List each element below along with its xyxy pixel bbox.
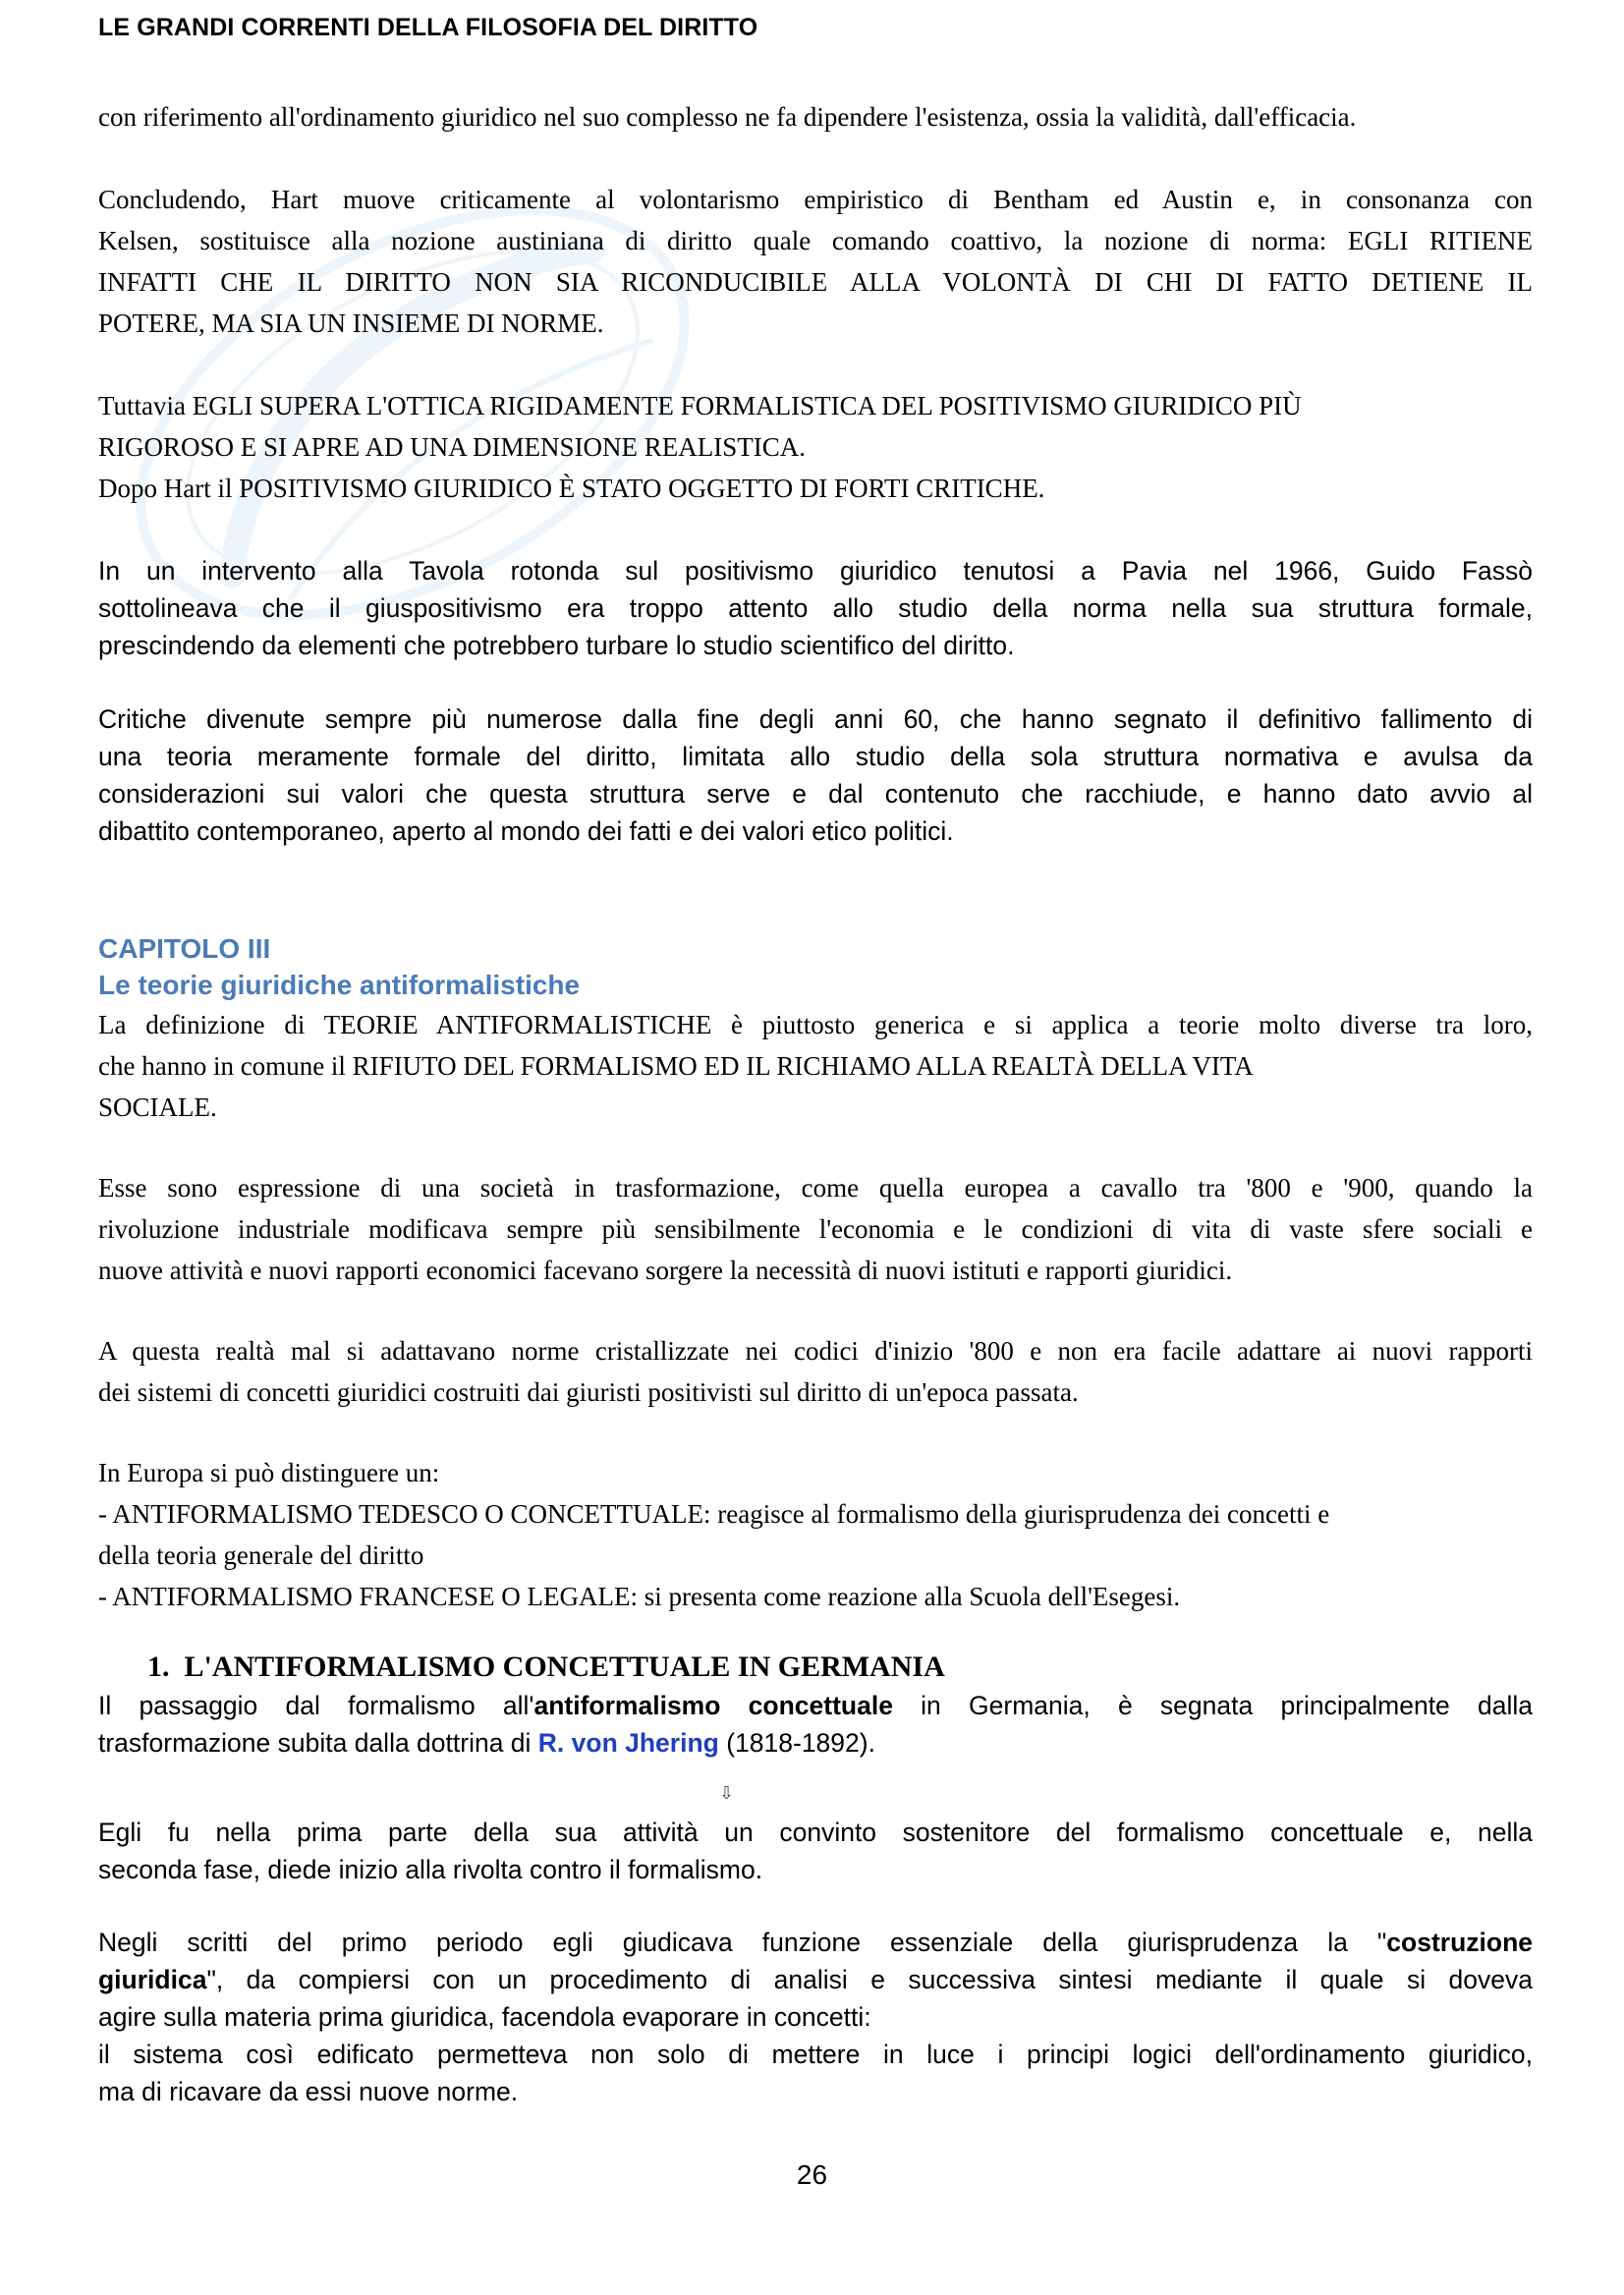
chapter-subtitle: Le teorie giuridiche antiformalistiche	[98, 970, 581, 1000]
paragraph-fasso: In un intervento alla Tavola rotonda sul positivismo giuridico tenutosi a Pavia nel 1966, Guido Fassò sottolineava che il giuspositivismo era troppo attento allo studio della norma nella sua struttura formale, prescindendo da elementi che potrebbero turbare lo studio scientifico del diritto.	[98, 556, 1533, 660]
paragraph-hart-realism: Tuttavia EGLI SUPERA L'OTTICA RIGIDAMENTE FORMALISTICA DEL POSITIVISMO GIURIDICO PIÙ RIGOROSO E SI APRE AD UNA DIMENSIONE REALISTICA. Dopo Hart il POSITIVISMO GIURIDICO È STATO OGGETTO DI FORTI CRITICHE.	[98, 391, 1302, 503]
emphasis-antiformalismo: antiformalismo concettuale	[533, 1691, 893, 1720]
section-number: 1.	[147, 1651, 170, 1683]
page-number: 26	[796, 2159, 828, 2190]
paragraph-critiques: Critiche divenute sempre più numerose dalla fine degli anni 60, che hanno segnato il definitivo fallimento di una teoria meramente formale del diritto, limitata allo studio della sola struttura normativa e avulsa da considerazioni sui valori che questa struttura serve e dal contenuto che racchiude, e hanno dato avvio al dibattito contemporaneo, aperto al mondo dei fatti e dei valori etico politici.	[98, 704, 1533, 846]
section-title: L'ANTIFORMALISMO CONCETTUALE IN GERMANIA	[184, 1651, 945, 1683]
paragraph-jhering-phases: Egli fu nella prima parte della sua attività un convinto sostenitore del formalismo concettuale e, nella seconda fase, diede inizio alla rivolta contro il formalismo.	[98, 1818, 1533, 1884]
paragraph-codes: A questa realtà mal si adattavano norme cristallizzate nei codici d'inizio '800 e non era facile adattare ai nuovi rapporti dei sistemi di concetti giuridici costruiti dai giuristi positivisti sul diritto di un'epoca passata.	[98, 1336, 1533, 1407]
paragraph-costruzione-giuridica: Negli scritti del primo periodo egli giudicava funzione essenziale della giurisprudenza la "costruzione giuridica", da compiersi con un procedimento di analisi e successiva sintesi mediante il quale si doveva agire sulla materia prima giuridica, facendola evaporare in concetti: il sistema così edificato permetteva non solo di mettere in luce i principi logici dell'ordinamento giuridico, ma di ricavare da essi nuove norme.	[98, 1928, 1533, 2106]
paragraph-europe-distinction: In Europa si può distinguere un: - ANTIFORMALISMO TEDESCO O CONCETTUALE: reagisce al formalismo della giurisprudenza dei concetti e della teoria generale del diritto - ANTIFORMALISMO FRANCESE O LEGALE: si presenta come reazione alla Scuola dell'Esegesi.	[98, 1458, 1330, 1611]
running-header: LE GRANDI CORRENTI DELLA FILOSOFIA DEL DIRITTO	[98, 14, 758, 41]
paragraph-validity: con riferimento all'ordinamento giuridico nel suo complesso ne fa dipendere l'esistenza, ossia la validità, dall'efficacia.	[98, 102, 1357, 132]
chapter-label: CAPITOLO III	[98, 933, 271, 964]
down-arrow-icon: ⇩	[719, 1783, 735, 1804]
emphasis-costruzione: costruzione	[1386, 1928, 1533, 1957]
paragraph-antiformalist-definition: La definizione di TEORIE ANTIFORMALISTICHE è piuttosto generica e si applica a teorie molto diverse tra loro, che hanno in comune il RIFIUTO DEL FORMALISMO ED IL RICHIAMO ALLA REALTÀ DELLA VITA SOCIALE.	[98, 1010, 1533, 1122]
jhering-link[interactable]: R. von Jhering	[537, 1728, 719, 1758]
paragraph-jhering-intro: Il passaggio dal formalismo all'antiformalismo concettuale in Germania, è segnata principalmente dalla trasformazione subita dalla dottrina di R. von Jhering (1818-1892).	[98, 1691, 1534, 1758]
paragraph-hart-conclusion: Concludendo, Hart muove criticamente al volontarismo empiristico di Bentham ed Austin e, in consonanza con Kelsen, sostituisce alla nozione austiniana di diritto quale comando coattivo, la nozione di norma: EGLI RITIENE INFATTI CHE IL DIRITTO NON SIA RICONDUCIBILE ALLA VOLONTÀ DI CHI DI FATTO DETIENE IL POTERE, MA SIA UN INSIEME DI NORME.	[98, 185, 1533, 338]
paragraph-society-transformation: Esse sono espressione di una società in trasformazione, come quella europea a cavallo tra '800 e '900, quando la rivoluzione industriale modificava sempre più sensibilmente l'economia e le condizioni di vita di vaste sfere sociali e nuove attività e nuovi rapporti economici facevano sorgere la necessità di nuovi istituti e rapporti giuridici.	[98, 1173, 1533, 1285]
section-heading	[147, 1651, 945, 1684]
emphasis-giuridica: giuridica	[98, 1965, 207, 1994]
